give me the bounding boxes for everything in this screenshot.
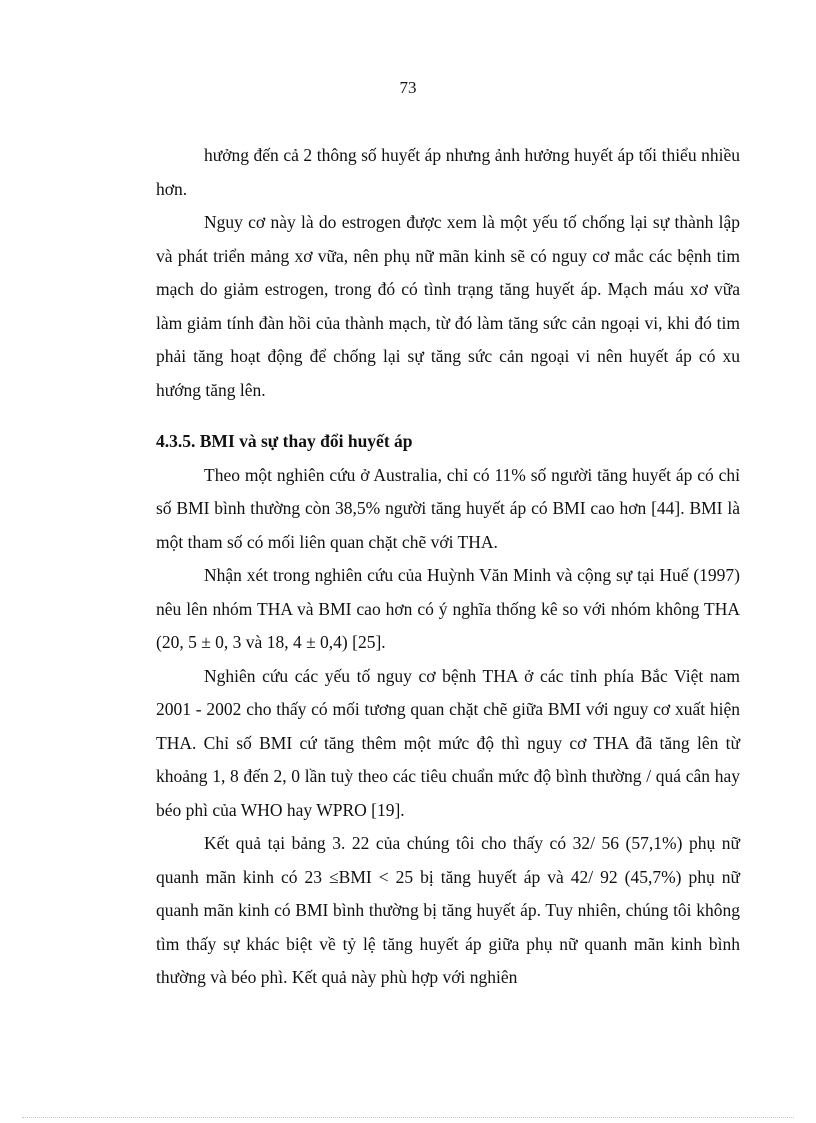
paragraph-continuation: hưởng đến cả 2 thông số huyết áp nhưng ảnh hưởng huyết áp tối thiểu nhiều hơn. bbox=[156, 145, 740, 199]
body-text bbox=[156, 139, 740, 995]
page-bottom-divider bbox=[22, 1117, 794, 1118]
page-number: 73 bbox=[399, 78, 417, 97]
paragraph-australia-study: Theo một nghiên cứu ở Australia, chỉ có 11% số người tăng huyết áp có chỉ số BMI bình thường còn 38,5% người tăng huyết áp có BMI cao hơn [44]. BMI là một tham số có mối liên quan chặt chẽ với THA. bbox=[156, 464, 740, 552]
paragraph-estrogen-risk: Nguy cơ này là do estrogen được xem là một yếu tố chống lại sự thành lập và phát triển mảng xơ vữa, nên phụ nữ mãn kinh sẽ có nguy cơ mắc các bệnh tim mạch do giảm estrogen, trong đó có tình trạng tăng huyết áp. Mạch máu xơ vữa làm giảm tính đàn hồi của thành mạch, từ đó làm tăng sức cản ngoại vi, khi đó tim phải tăng hoạt động để chống lại sự tăng sức cản ngoại vi nên huyết áp có xu hướng tăng lên. bbox=[156, 212, 740, 400]
paragraph-northern-vietnam-study: Nghiên cứu các yếu tố nguy cơ bệnh THA ở các tỉnh phía Bắc Việt nam 2001 - 2002 cho thấy có mối tương quan chặt chẽ giữa BMI với nguy cơ xuất hiện THA. Chỉ số BMI cứ tăng thêm một mức độ thì nguy cơ THA đã tăng lên từ khoảng 1, 8 đến 2, 0 lần tuỳ theo các tiêu chuẩn mức độ bình thường / quá cân hay béo phì của WHO hay WPRO [19]. bbox=[156, 665, 740, 820]
section-heading: 4.3.5. BMI và sự thay đổi huyết áp bbox=[156, 431, 413, 451]
paragraph-hue-study: Nhận xét trong nghiên cứu của Huỳnh Văn Minh và cộng sự tại Huế (1997) nêu lên nhóm THA và BMI cao hơn có ý nghĩa thống kê so với nhóm không THA (20, 5 ± 0, 3 và 18, 4 ± 0,4) [25]. bbox=[156, 565, 740, 652]
paragraph-results-table: Kết quả tại bảng 3. 22 của chúng tôi cho thấy có 32/ 56 (57,1%) phụ nữ quanh mãn kinh có 23 ≤BMI < 25 bị tăng huyết áp và 42/ 92 (45,7%) phụ nữ quanh mãn kinh có BMI bình thường bị tăng huyết áp. Tuy nhiên, chúng tôi không tìm thấy sự khác biệt về tỷ lệ tăng huyết áp giữa phụ nữ quanh mãn kinh bình thường và béo phì. Kết quả này phù hợp với nghiên bbox=[156, 833, 740, 987]
